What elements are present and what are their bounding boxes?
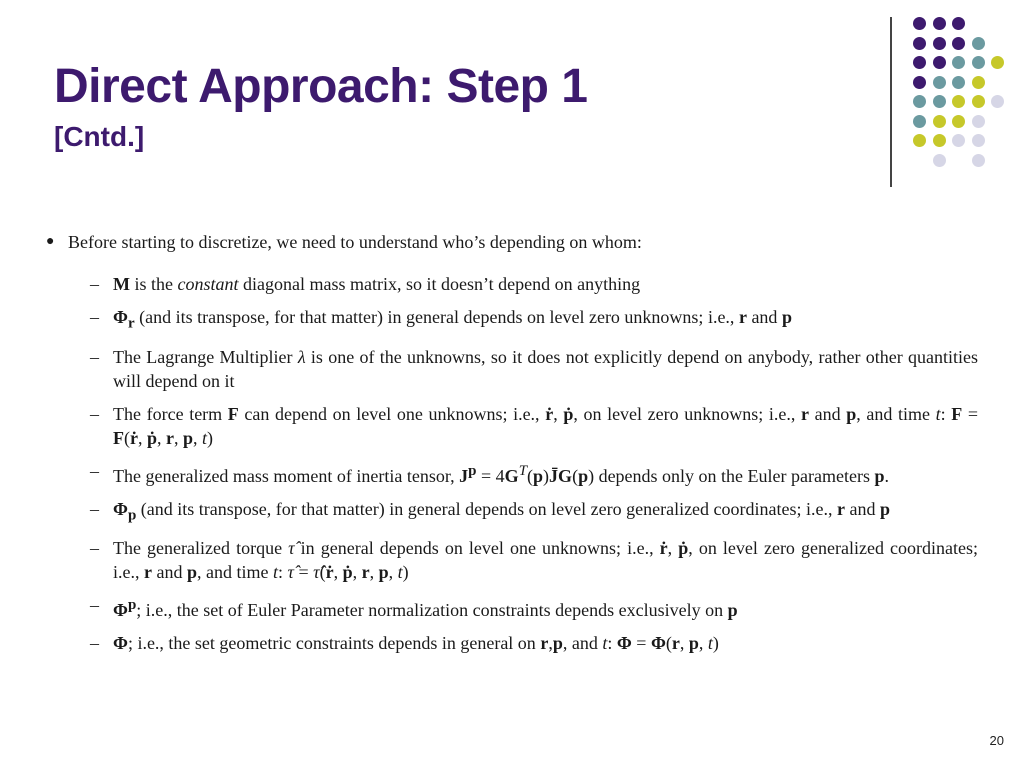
dash-icon: –	[90, 460, 99, 481]
dash-icon: –	[90, 307, 99, 327]
decor-dot	[952, 37, 965, 50]
decor-dot	[952, 115, 965, 128]
decor-dot	[913, 76, 926, 89]
item-text: $\Phi^p$; i.e., the set of Euler Parameter normalization constraints depends exclusively on p	[113, 597, 738, 621]
list-item	[90, 272, 978, 296]
item-text: The generalized torque τ̂ in general depends on level one unknowns; i.e., ṙ, ṗ, on level zero generalized coordinates; i.e., r and p, and time t: τ̂ = τ̂(ṙ, ṗ, r, p, t)	[113, 538, 978, 583]
dash-icon: –	[90, 633, 99, 654]
decor-dot	[972, 56, 985, 69]
decor-dot	[913, 115, 926, 128]
decor-dot	[972, 154, 985, 167]
slide-title: Direct Approach: Step 1	[54, 60, 588, 113]
decor-dot	[913, 134, 926, 147]
list-item	[90, 459, 978, 488]
sub-bullet-list	[90, 272, 978, 655]
decor-dot	[972, 95, 985, 108]
slide-body	[46, 230, 978, 664]
decor-dot	[933, 17, 946, 30]
decor-dot	[952, 134, 965, 147]
decor-dot	[991, 56, 1004, 69]
dash-icon: –	[90, 538, 99, 559]
dash-icon: –	[90, 346, 99, 367]
list-item	[90, 305, 978, 336]
list-item	[90, 536, 978, 584]
divider-line	[890, 17, 892, 187]
list-item	[90, 593, 978, 622]
dash-icon: –	[90, 403, 99, 424]
item-text: $\Phi_r$ (and its transpose, for that matter) in general depends on level zero unknowns; i.e., r and p	[113, 307, 792, 332]
decor-dot	[933, 37, 946, 50]
decor-dot	[972, 115, 985, 128]
decor-dot	[933, 115, 946, 128]
decor-dot	[933, 95, 946, 108]
slide-subtitle: [Cntd.]	[54, 121, 145, 152]
item-text: $\Phi_p$ (and its transpose, for that matter) in general depends on level zero generalized coordinates; i.e., r and p	[113, 498, 891, 524]
decor-dot	[933, 154, 946, 167]
list-item	[90, 345, 978, 393]
item-text: The generalized mass moment of inertia tensor, $J^p$ = $4G^T(p)J̄G(p)$ depends only on the Euler parameters p.	[113, 462, 889, 486]
decor-dot	[972, 37, 985, 50]
decor-dot	[933, 134, 946, 147]
item-text: The Lagrange Multiplier λ is one of the unknowns, so it does not explicitly depend on anybody, rather other quantities will depend on it	[113, 346, 978, 391]
dash-icon: –	[90, 274, 99, 294]
decor-dot	[952, 76, 965, 89]
item-text: M is the constant diagonal mass matrix, so it doesn’t depend on anything	[113, 274, 641, 294]
decor-dot	[972, 134, 985, 147]
list-item	[90, 497, 978, 528]
decor-dot	[933, 76, 946, 89]
intro-text: Before starting to discretize, we need to understand who’s depending on whom:	[68, 232, 642, 252]
list-item	[90, 402, 978, 450]
dash-icon: –	[90, 498, 99, 519]
list-item	[90, 631, 978, 655]
decor-dot	[913, 37, 926, 50]
decor-dot	[972, 76, 985, 89]
page-number: 20	[989, 733, 1004, 748]
decor-dot	[952, 56, 965, 69]
decor-dot	[913, 17, 926, 30]
decor-dot	[913, 56, 926, 69]
dash-icon: –	[90, 595, 99, 616]
decor-dot	[933, 56, 946, 69]
item-text: Φ; i.e., the set geometric constraints depends in general on r,p, and t: Φ = Φ(r, p, t)	[113, 633, 719, 654]
item-text: The force term F can depend on level one unknowns; i.e., ṙ, ṗ, on level zero unknowns; i.e., r and p, and time t: F = F(ṙ, ṗ, r, p, t)	[113, 403, 979, 448]
decor-dot	[952, 17, 965, 30]
decor-dot	[952, 95, 965, 108]
decor-dot	[991, 95, 1004, 108]
bullet-icon: ●	[46, 234, 55, 249]
main-bullet	[46, 230, 978, 254]
decor-dot	[913, 95, 926, 108]
